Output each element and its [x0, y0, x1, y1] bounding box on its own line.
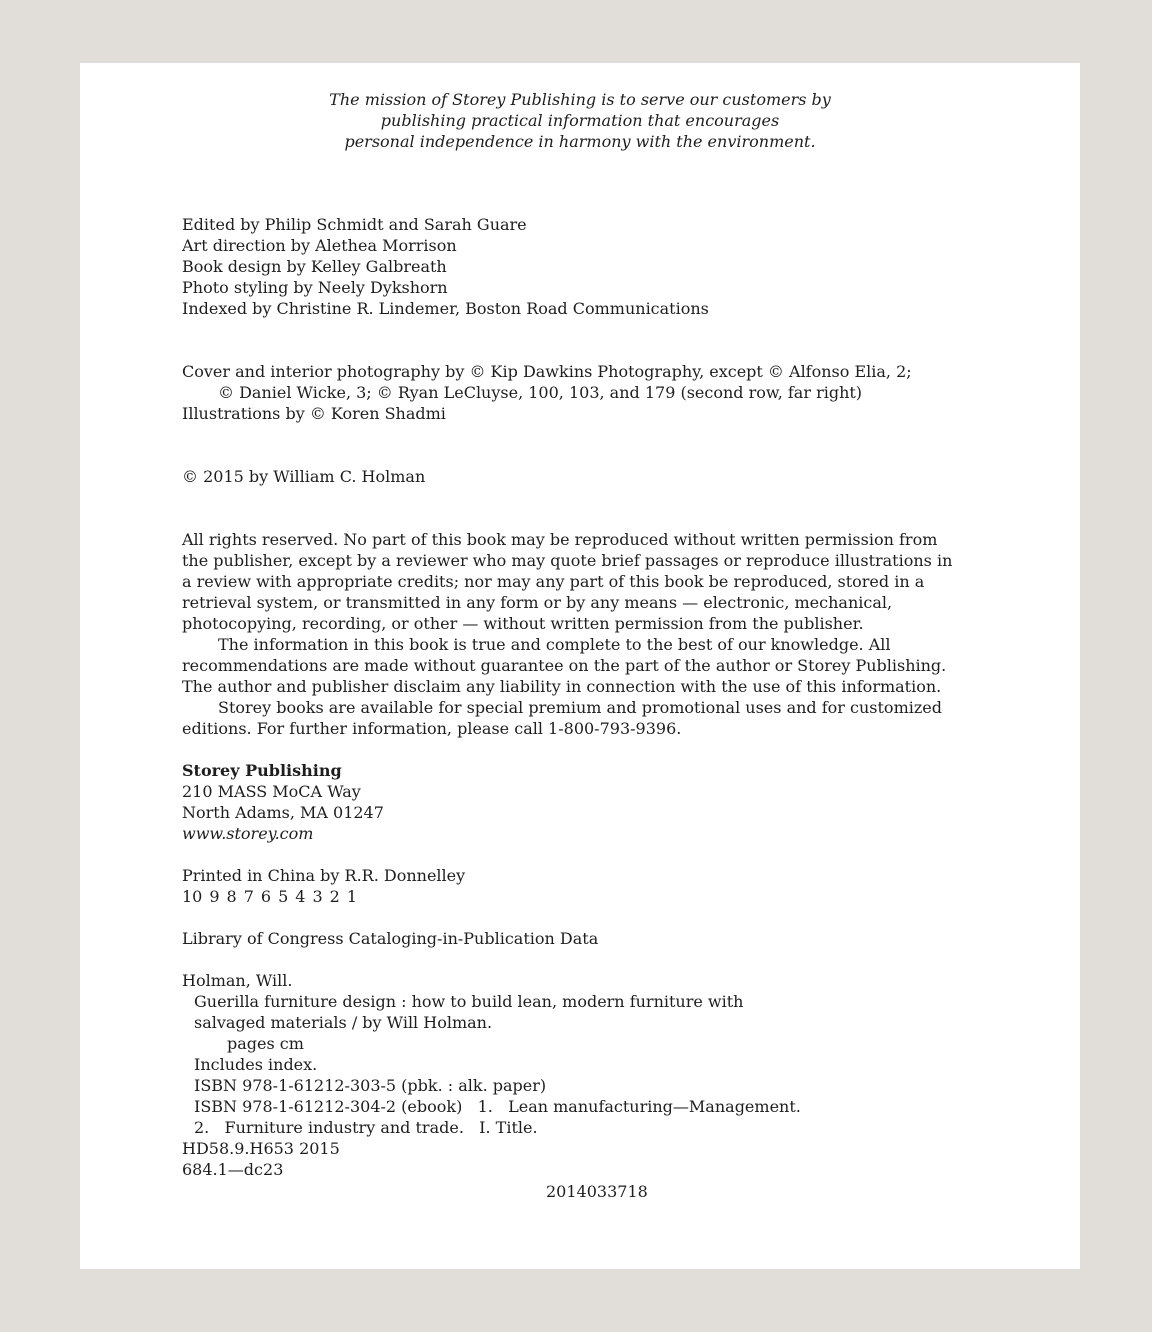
copyright-page: [80, 63, 1080, 1269]
mission-line: The mission of Storey Publishing is to serve our customers by: [329, 90, 831, 109]
credit-line: Indexed by Christine R. Lindemer, Boston Road Communications: [182, 299, 709, 318]
cip-title: salvaged materials / by Will Holman.: [194, 1013, 493, 1032]
cip-author: Holman, Will.: [182, 971, 293, 990]
credit-line: Edited by Philip Schmidt and Sarah Guare: [182, 215, 527, 234]
publisher-city: North Adams, MA 01247: [182, 803, 384, 822]
cip-heading-text: Library of Congress Cataloging-in-Publication Data: [182, 929, 599, 948]
print-number: 9: [209, 887, 220, 906]
cip-lc-class: HD58.9.H653 2015: [182, 1139, 340, 1158]
cip-isbn: ISBN 978-1-61212-303-5 (pbk. : alk. paper): [194, 1076, 547, 1095]
mission-statement: [80, 89, 1080, 152]
mission-line: publishing practical information that encourages: [380, 111, 780, 130]
rights-paragraph: All rights reserved. No part of this book may be reproduced without written permission from the publisher, except by a reviewer who may quote brief passages or reproduce illustrations in a review with appropriate credits; nor may any part of this book be reproduced, stored in a retrieval system, or transmitted in any form or by any means — electronic, mechanical, photocopying, recording, or other — without written permission from the publisher.: [182, 530, 953, 633]
photo-credit-line: Cover and interior photography by © Kip Dawkins Photography, except © Alfonso Elia, 2;: [182, 362, 912, 381]
lccn-number: 2014033718: [546, 1182, 648, 1201]
mission-line: personal independence in harmony with the environment.: [344, 132, 816, 151]
cip-heading: [182, 928, 1002, 949]
photo-credit-line: © Daniel Wicke, 3; © Ryan LeCluyse, 100, 103, and 179 (second row, far right): [218, 383, 863, 402]
print-number: 4: [295, 887, 306, 906]
publisher-name: Storey Publishing: [182, 761, 342, 780]
cip-record: [182, 970, 1002, 1180]
print-number: 7: [243, 887, 254, 906]
publisher-street: 210 MASS MoCA Way: [182, 782, 361, 801]
cip-index: Includes index.: [194, 1055, 318, 1074]
credit-line: Art direction by Alethea Morrison: [182, 236, 457, 255]
special-sales-paragraph: Storey books are available for special premium and promotional uses and for customized editions. For further information, please call 1-800-793-9396.: [182, 698, 942, 738]
printing-info: [182, 865, 1002, 907]
credit-line: Photo styling by Neely Dykshorn: [182, 278, 448, 297]
editorial-credits: [182, 214, 1002, 319]
print-number: 1: [346, 887, 358, 906]
printer-line: Printed in China by R.R. Donnelley: [182, 866, 466, 885]
print-number: 10: [182, 887, 203, 906]
publisher-website: www.storey.com: [182, 824, 314, 843]
publisher-address: [182, 760, 1002, 844]
copyright-notice: [182, 466, 1002, 487]
print-number: 2: [329, 887, 340, 906]
print-run-numbers: [182, 886, 1002, 907]
credit-line: Book design by Kelley Galbreath: [182, 257, 447, 276]
print-number: 3: [312, 887, 323, 906]
cip-isbn: ISBN 978-1-61212-304-2 (ebook) 1. Lean manufacturing—Management.: [194, 1097, 801, 1116]
cip-title: Guerilla furniture design : how to build lean, modern furniture with: [194, 992, 744, 1011]
print-number: 6: [260, 887, 272, 906]
rights-statement: [182, 529, 966, 739]
cip-subjects: 2. Furniture industry and trade. I. Title.: [194, 1118, 538, 1137]
cip-pages: pages cm: [227, 1034, 304, 1053]
disclaimer-paragraph: The information in this book is true and complete to the best of our knowledge. All recommendations are made without guarantee on the part of the author or Storey Publishing. The author and publisher disclaim any liability in connection with the use of this information.: [182, 635, 947, 696]
illustration-credit: Illustrations by © Koren Shadmi: [182, 404, 446, 423]
copyright-line: © 2015 by William C. Holman: [182, 467, 426, 486]
print-number: 8: [226, 887, 237, 906]
cip-dewey: 684.1—dc23: [182, 1160, 284, 1179]
print-number: 5: [278, 887, 289, 906]
photo-credits: [182, 361, 1002, 424]
